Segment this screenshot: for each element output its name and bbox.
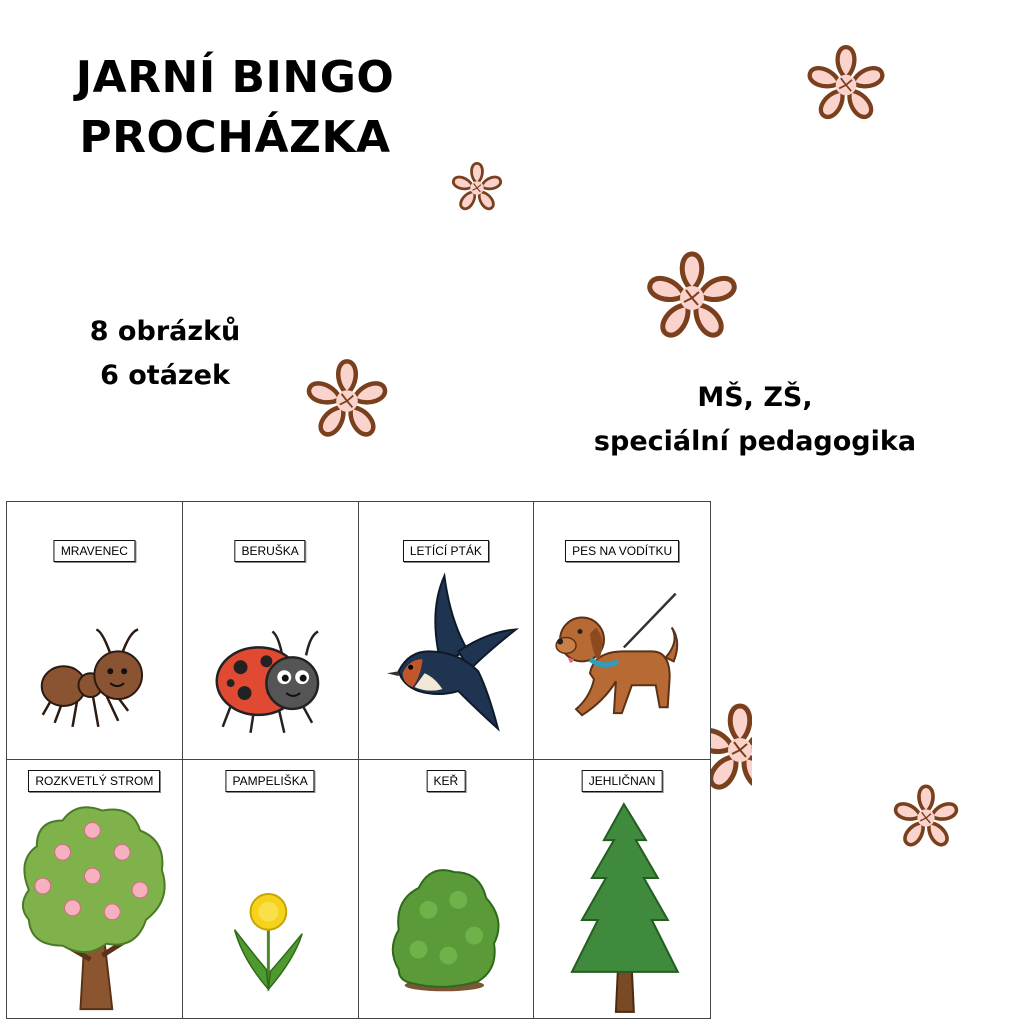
blossom-icon (449, 160, 505, 216)
bingo-card-dog (534, 502, 710, 760)
questions-count: 6 otázek (100, 360, 230, 391)
card-label: KEŘ (427, 770, 466, 792)
bingo-card-ant (7, 502, 183, 760)
card-label: PAMPELIŠKA (226, 770, 315, 792)
blossom-icon (302, 356, 392, 446)
card-label: LETÍCÍ PTÁK (403, 540, 489, 562)
dandelion-icon (183, 760, 358, 1018)
bingo-card-dandelion (183, 760, 359, 1018)
pictures-count: 8 obrázků (89, 316, 241, 347)
bingo-card-ladybug (183, 502, 359, 760)
audience-line-1: MŠ, ZŠ, (697, 382, 813, 413)
blossom-icon (887, 782, 965, 854)
card-label: ROZKVETLÝ STROM (28, 770, 160, 792)
bingo-card-bush (359, 760, 535, 1018)
bingo-card-conifer (534, 760, 710, 1018)
card-label: JEHLIČNAN (582, 770, 663, 792)
conifer-icon (534, 760, 710, 1018)
bingo-card-grid (6, 501, 711, 1019)
blossom-icon (642, 248, 742, 348)
page-title (40, 48, 430, 168)
card-label: PES NA VODÍTKU (565, 540, 679, 562)
card-label: MRAVENEC (54, 540, 135, 562)
bingo-card-swallow (359, 502, 535, 760)
bush-icon (359, 760, 534, 1018)
audience-line-2: speciální pedagogika (593, 426, 917, 457)
swallow-icon (359, 502, 534, 759)
ant-icon (7, 502, 182, 759)
dog-icon (534, 502, 710, 759)
blossom-tree-icon (7, 760, 182, 1018)
bingo-card-blossom-tree (7, 760, 183, 1018)
ladybug-icon (183, 502, 358, 759)
title-line-1: JARNÍ BINGO (75, 52, 395, 103)
blossom-icon (803, 42, 889, 128)
title-line-2: PROCHÁZKA (79, 112, 391, 163)
contents-summary (60, 310, 270, 398)
target-audience (560, 376, 950, 464)
card-label: BERUŠKA (234, 540, 305, 562)
